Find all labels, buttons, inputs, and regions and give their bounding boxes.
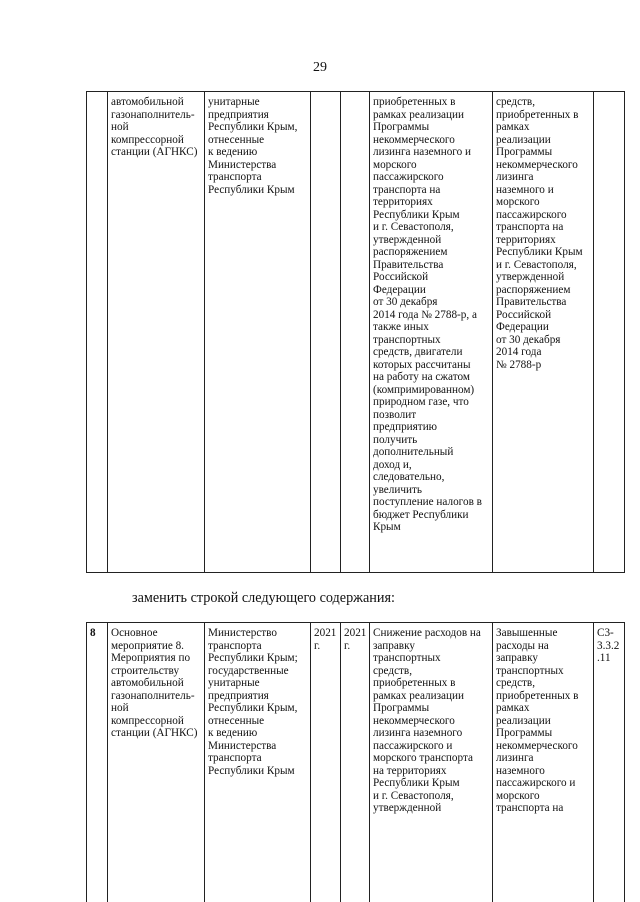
cell-activity-name: автомобильной газонаполнитель- ной компрессорной станции (АГНКС) [108,92,205,573]
cell-end-year: 2021 г. [341,623,370,902]
cell-end-year [341,92,370,573]
cell-consequence: средств, приобретенных в рамках реализации Программы некоммерческого лизинга наземного и морского пассажирского транспорта на территориях Республики Крым и г. Севастополя, утвержденной распоряжением Правительства Российской Федерации от 30 декабря 2014 года № 2788-р [493,92,594,573]
cell-number [87,92,108,573]
table-row [87,92,625,573]
cell-indicator-link: С3- 3.3.2 .11 [594,623,625,902]
cell-number: 8 [87,623,108,902]
cell-expected-result: приобретенных в рамках реализации Программы некоммерческого лизинга наземного и морского пассажирского транспорта на территориях Республики Крым и г. Севастополя, утвержденной распоряжением Правительства Российской Федерации от 30 декабря 2014 года № 2788-р, а также иных транспортных средств, двигатели которых рассчитаны на работу на сжатом (компримированном) природном газе, что позволит предприятию получить дополнительный доход и, следовательно, увеличить поступление налогов в бюджет Республики Крым [370,92,493,573]
cell-executor: Министерство транспорта Республики Крым; государственные унитарные предприятия Республики Крым, отнесенные к ведению Министерства транспорта Республики Крым [205,623,311,902]
cell-start-year [311,92,341,573]
cell-start-year: 2021 г. [311,623,341,902]
table-row [87,623,625,902]
page-number: 29 [0,60,640,76]
cell-executor: унитарные предприятия Республики Крым, отнесенные к ведению Министерства транспорта Республики Крым [205,92,311,573]
table-bottom-fragment [86,622,625,902]
cell-activity-name: Основное мероприятие 8. Мероприятия по строительству автомобильной газонаполнитель- ной компрессорной станции (АГНКС) [108,623,205,902]
cell-consequence: Завышенные расходы на заправку транспортных средств, приобретенных в рамках реализации Программы некоммерческого лизинга наземного пассажирского и морского транспорта на [493,623,594,902]
table-top-fragment [86,91,625,573]
cell-indicator-link [594,92,625,573]
replace-instruction: заменить строкой следующего содержания: [132,590,395,607]
cell-expected-result: Снижение расходов на заправку транспортных средств, приобретенных в рамках реализации Программы некоммерческого лизинга наземного пассажирского и морского транспорта на территориях Республики Крым и г. Севастополя, утвержденной [370,623,493,902]
